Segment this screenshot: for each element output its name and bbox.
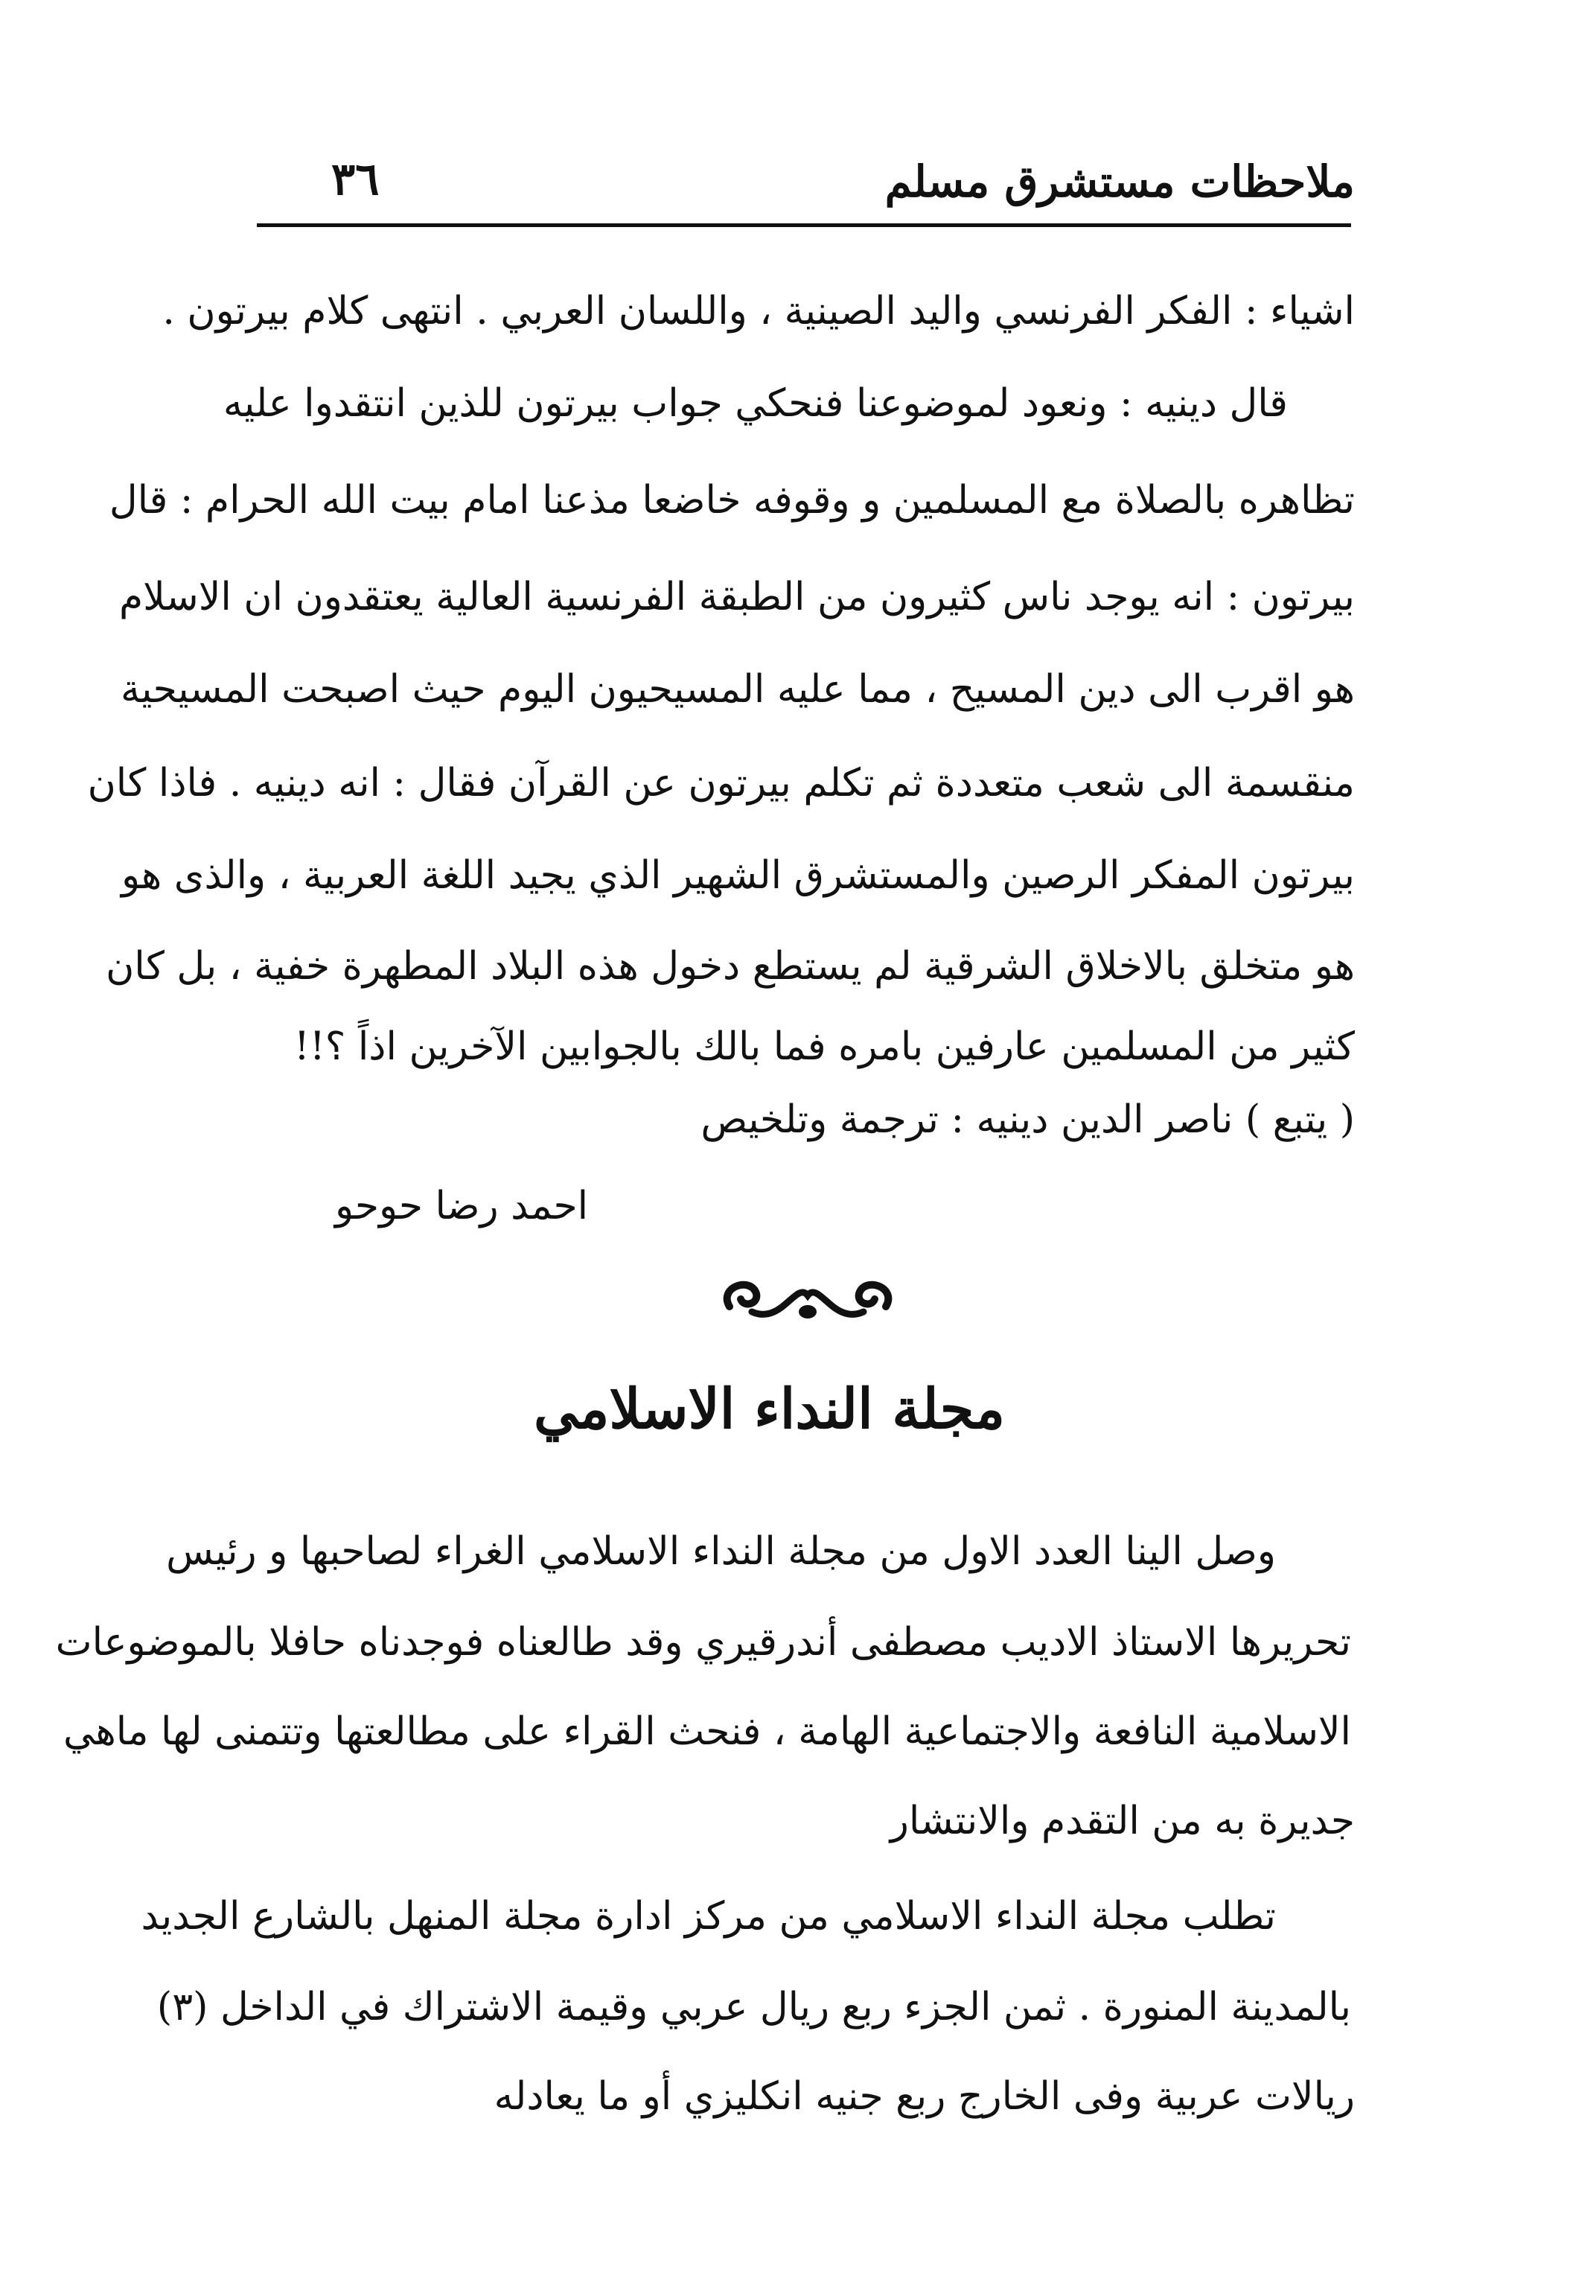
text-line: الاسلامية النافعة والاجتماعية الهامة ، فنحث القراء على مطالعتها وتتمنى لها ماهي: [63, 1709, 1351, 1754]
text-line: كثير من المسلمين عارفين بامره فما بالك بالجوابين الآخرين اذاً ؟!!: [293, 1024, 1355, 1069]
text-line: منقسمة الى شعب متعددة ثم تكلم بيرتون عن القرآن فقال : انه دينيه . فاذا كان: [87, 761, 1355, 806]
text-line: تحريرها الاستاذ الاديب مصطفى أندرقيري وقد طالعناه فوجدناه حافلا بالموضوعات: [55, 1620, 1351, 1665]
text-line: قال دينيه : ونعود لموضوعنا فنحكي جواب بيرتون للذين انتقدوا عليه: [223, 381, 1288, 426]
page-number: ٣٦: [331, 153, 380, 205]
text-line: هو اقرب الى دين المسيح ، مما عليه المسيحيون اليوم حيث اصبحت المسيحية: [121, 667, 1355, 712]
text-line: اشياء : الفكر الفرنسي واليد الصينية ، واللسان العربي . انتهى كلام بيرتون .: [162, 289, 1355, 334]
header-rule: [257, 223, 1351, 227]
continuation-note: ( يتبع ) ناصر الدين دينيه : ترجمة وتلخيص: [700, 1097, 1355, 1142]
text-line: جديرة به من التقدم والانتشار: [890, 1799, 1355, 1843]
section-title: مجلة النداء الاسلامي: [534, 1377, 1005, 1441]
text-line: وصل الينا العدد الاول من مجلة النداء الاسلامي الغراء لصاحبها و رئيس: [166, 1529, 1276, 1574]
running-title: ملاحظات مستشرق مسلم: [884, 156, 1355, 207]
page-header: [253, 141, 1355, 223]
text-line: تظاهره بالصلاة مع المسلمين و وقوفه خاضعا مذعنا امام بيت الله الحرام : قال: [109, 478, 1355, 523]
text-line: هو متخلق بالاخلاق الشرقية لم يستطع دخول هذه البلاد المطهرة خفية ، بل كان: [106, 944, 1355, 989]
text-line: بالمدينة المنورة . ثمن الجزء ربع ريال عربي وقيمة الاشتراك في الداخل (٣): [156, 1985, 1351, 2029]
text-line: بيرتون : انه يوجد ناس كثيرون من الطبقة الفرنسية العالية يعتقدون ان الاسلام: [118, 575, 1355, 619]
text-line: بيرتون المفكر الرصين والمستشرق الشهير الذي يجيد اللغة العربية ، والذى هو: [121, 853, 1355, 898]
author-signature: احمد رضا حوحو: [335, 1184, 589, 1228]
text-line: تطلب مجلة النداء الاسلامي من مركز ادارة مجلة المنهل بالشارع الجديد: [141, 1894, 1276, 1939]
text-line: ريالات عربية وفى الخارج ربع جنيه انكليزي أو ما يعادله: [494, 2074, 1355, 2119]
ornament-divider-icon: [715, 1266, 901, 1333]
